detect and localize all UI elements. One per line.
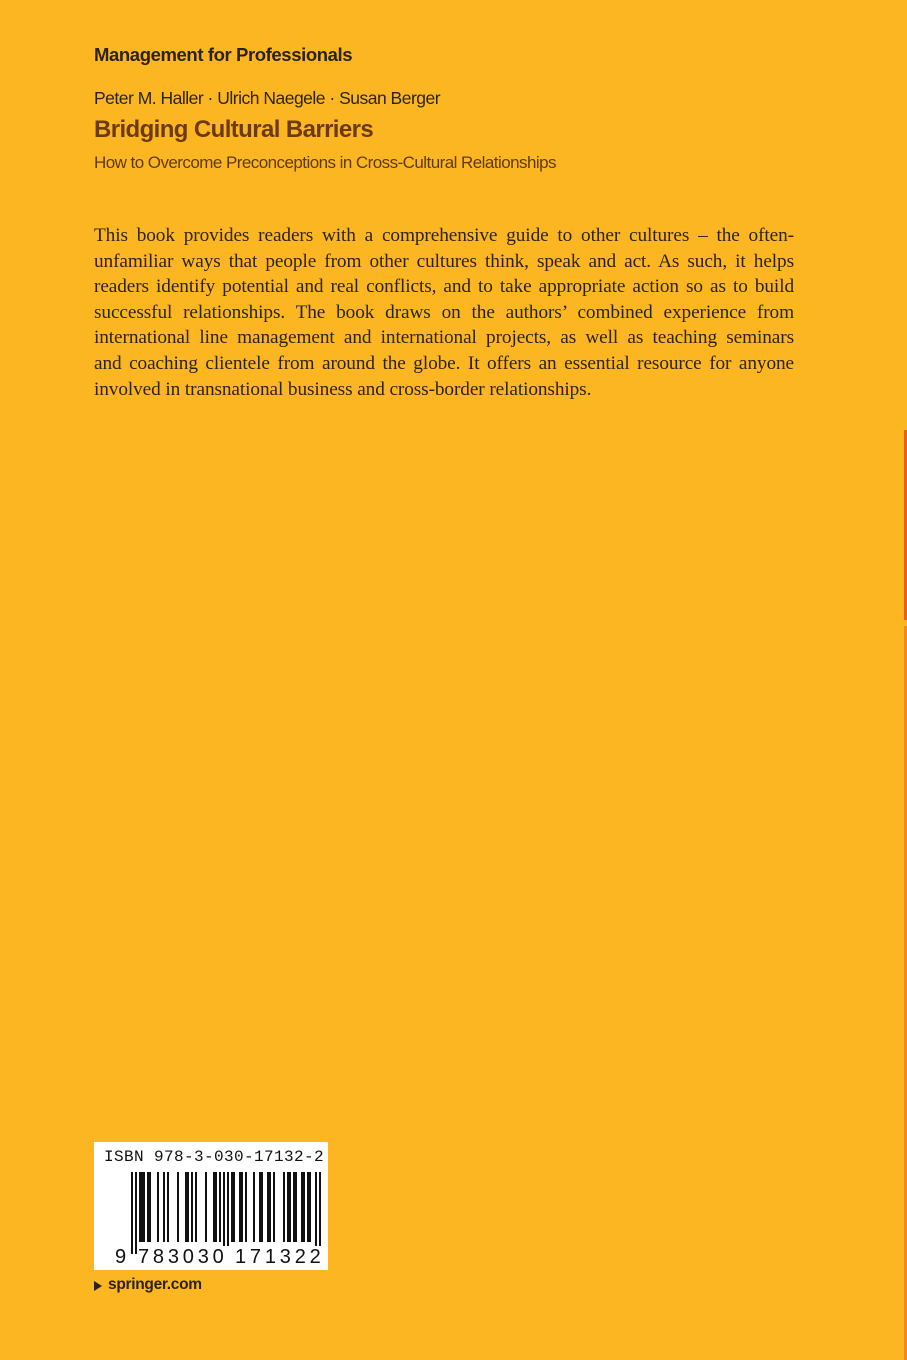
- description-line: involved in transnational business and cross-border relationships.: [94, 378, 592, 400]
- description-line: international line management and international projects, as well as teaching seminars: [94, 327, 794, 349]
- book-description: [94, 223, 794, 402]
- description-line: and coaching clientele from around the globe. It offers an essential resource for anyone: [94, 352, 794, 374]
- series-name: Management for Professionals: [94, 44, 353, 65]
- description-line: This book provides readers with a comprehensive guide to other cultures – the often-: [94, 225, 794, 246]
- isbn-label: ISBN 978-3-030-17132-2: [104, 1148, 325, 1166]
- ean-right-group: 171322: [235, 1246, 325, 1268]
- ean-left-group: 783030: [138, 1246, 228, 1268]
- book-title: Bridging Cultural Barriers: [94, 116, 374, 143]
- description-line: successful relationships. The book draws on the authors’ combined experience from: [94, 301, 794, 323]
- authors: Peter M. Haller · Ulrich Naegele · Susan Berger: [94, 88, 441, 108]
- isbn-barcode: [94, 1142, 328, 1270]
- arrow-right-icon: [94, 1281, 102, 1291]
- description-line: readers identify potential and real conflicts, and to take appropriate action so as to build: [94, 276, 794, 298]
- publisher-link[interactable]: [94, 1276, 202, 1294]
- barcode-digits: [94, 1142, 328, 1270]
- book-subtitle: How to Overcome Preconceptions in Cross-Cultural Relationships: [94, 153, 556, 172]
- publisher-link-label: springer.com: [108, 1276, 202, 1293]
- ean-first-digit: 9: [115, 1246, 130, 1268]
- description-line: unfamiliar ways that people from other cultures think, speak and act. As such, it helps: [94, 250, 794, 272]
